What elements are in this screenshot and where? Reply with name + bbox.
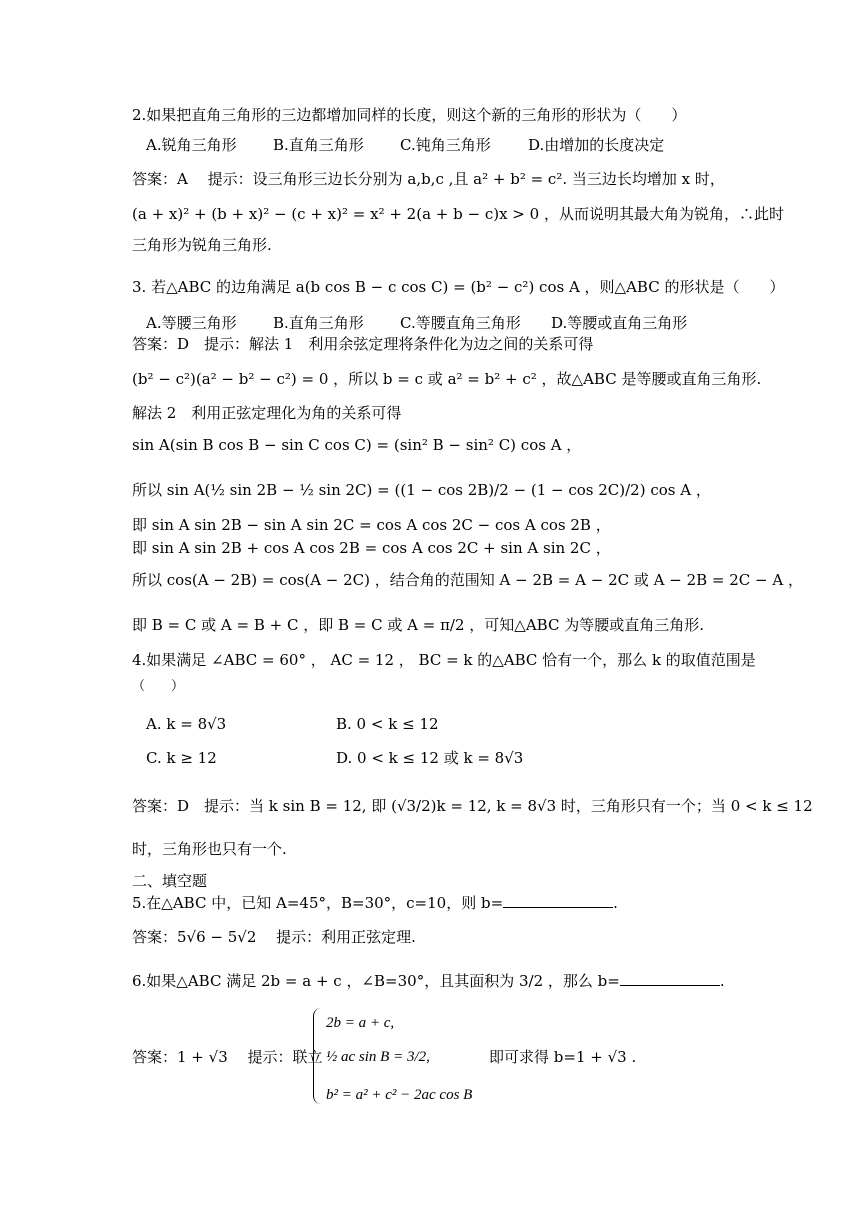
q5-stem-end: .	[613, 894, 618, 912]
q3-stem: 3. 若△ABC 的边角满足 a(b cos B − c cos C) = (b² − c²) cos A ，则△ABC 的形状是（ ）	[132, 278, 785, 296]
q3-option-a: A.等腰三角形	[146, 314, 237, 332]
q5-answer: 答案：5√6 − 5√2 提示：利用正弦定理.	[132, 928, 416, 946]
q3-eq5: 所以 cos(A − 2B) = cos(A − 2C) ，结合角的范围知 A − 2B = A − 2C 或 A − 2B = 2C − A ，	[132, 571, 803, 589]
q4-option-d: D. 0 < k ≤ 12 或 k = 8√3	[336, 749, 524, 767]
q4-answer-line2: 时，三角形也只有一个.	[132, 840, 287, 858]
q4-option-b: B. 0 < k ≤ 12	[336, 715, 439, 733]
q3-option-c: C.等腰直角三角形	[400, 314, 521, 332]
q4-stem-line2: （ ）	[132, 679, 185, 694]
q5-answer-blank	[503, 893, 613, 908]
q6-stem-text: 6.如果△ABC 满足 2b = a + c ，∠B=30°，且其面积为 3/2 ，那么 b=	[132, 972, 620, 990]
q6-system-eq3: b² = a² + c² − 2ac cos B	[326, 1087, 473, 1103]
q2-option-b: B.直角三角形	[273, 136, 364, 154]
q2-option-a: A.锐角三角形	[146, 136, 237, 154]
q2-option-d: D.由增加的长度决定	[528, 136, 665, 154]
q4-option-c: C. k ≥ 12	[146, 749, 217, 767]
q3-eq3: 即 sin A sin 2B − sin A sin 2C = cos A cos 2C − cos A cos 2B ，	[132, 516, 611, 534]
q2-option-c: C.钝角三角形	[400, 136, 491, 154]
q6-system-eq2: ½ ac sin B = 3/2,	[326, 1049, 430, 1065]
q3-answer-line2: (b² − c²)(a² − b² − c²) = 0 ，所以 b = c 或 a² = b² + c² ，故△ABC 是等腰或直角三角形.	[132, 370, 762, 388]
q2-answer-line1: 答案：A 提示：设三角形三边长分别为 a,b,c ,且 a² + b² = c². 当三边长均增加 x 时，	[132, 170, 725, 188]
q4-stem-line1: 4.如果满足 ∠ABC = 60° ， AC = 12 ， BC = k 的△ABC 恰有一个，那么 k 的取值范围是	[132, 651, 756, 669]
q3-eq1: sin A(sin B cos B − sin C cos C) = (sin² B − sin² C) cos A ，	[132, 436, 582, 454]
q3-eq6: 即 B = C 或 A = B + C ，即 B = C 或 A = π/2 ，可知△ABC 为等腰或直角三角形.	[132, 616, 704, 634]
q4-answer-line1: 答案：D 提示：当 k sin B = 12, 即 (√3/2)k = 12, k = 8√3 时，三角形只有一个；当 0 < k ≤ 12	[132, 797, 813, 815]
q2-stem: 2.如果把直角三角形的三边都增加同样的长度，则这个新的三角形的形状为（ ）	[132, 106, 687, 124]
q4-option-a: A. k = 8√3	[146, 715, 227, 733]
q6-answer-suffix: 即可求得 b=1 + √3 .	[489, 1048, 637, 1066]
q3-answer-line1: 答案：D 提示：解法 1 利用余弦定理将条件化为边之间的关系可得	[132, 335, 594, 353]
q6-stem	[132, 970, 742, 992]
q6-answer-blank	[620, 971, 720, 986]
q3-eq4: 即 sin A sin 2B + cos A cos 2B = cos A cos 2C + sin A sin 2C ，	[132, 539, 611, 557]
q3-eq2: 所以 sin A(½ sin 2B − ½ sin 2C) = ((1 − cos 2B)/2 − (1 − cos 2C)/2) cos A ，	[132, 481, 711, 499]
q5-stem	[132, 892, 742, 914]
q2-answer-line2: (a + x)² + (b + x)² − (c + x)² = x² + 2(a + b − c)x > 0 ，从而说明其最大角为锐角，∴此时	[132, 205, 784, 223]
q3-method2: 解法 2 利用正弦定理化为角的关系可得	[132, 404, 402, 422]
system-brace	[313, 1008, 324, 1104]
q5-stem-text: 5.在△ABC 中，已知 A=45°，B=30°，c=10，则 b=	[132, 894, 504, 912]
q6-system-eq1: 2b = a + c,	[326, 1015, 395, 1031]
q2-answer-line3: 三角形为锐角三角形.	[132, 236, 272, 254]
q6-answer-prefix: 答案：1 + √3 提示：联立	[132, 1048, 323, 1066]
q3-option-d: D.等腰或直角三角形	[551, 314, 688, 332]
q6-stem-end: .	[719, 972, 725, 990]
q3-option-b: B.直角三角形	[273, 314, 364, 332]
section-title-fill-in: 二、填空题	[132, 872, 208, 890]
